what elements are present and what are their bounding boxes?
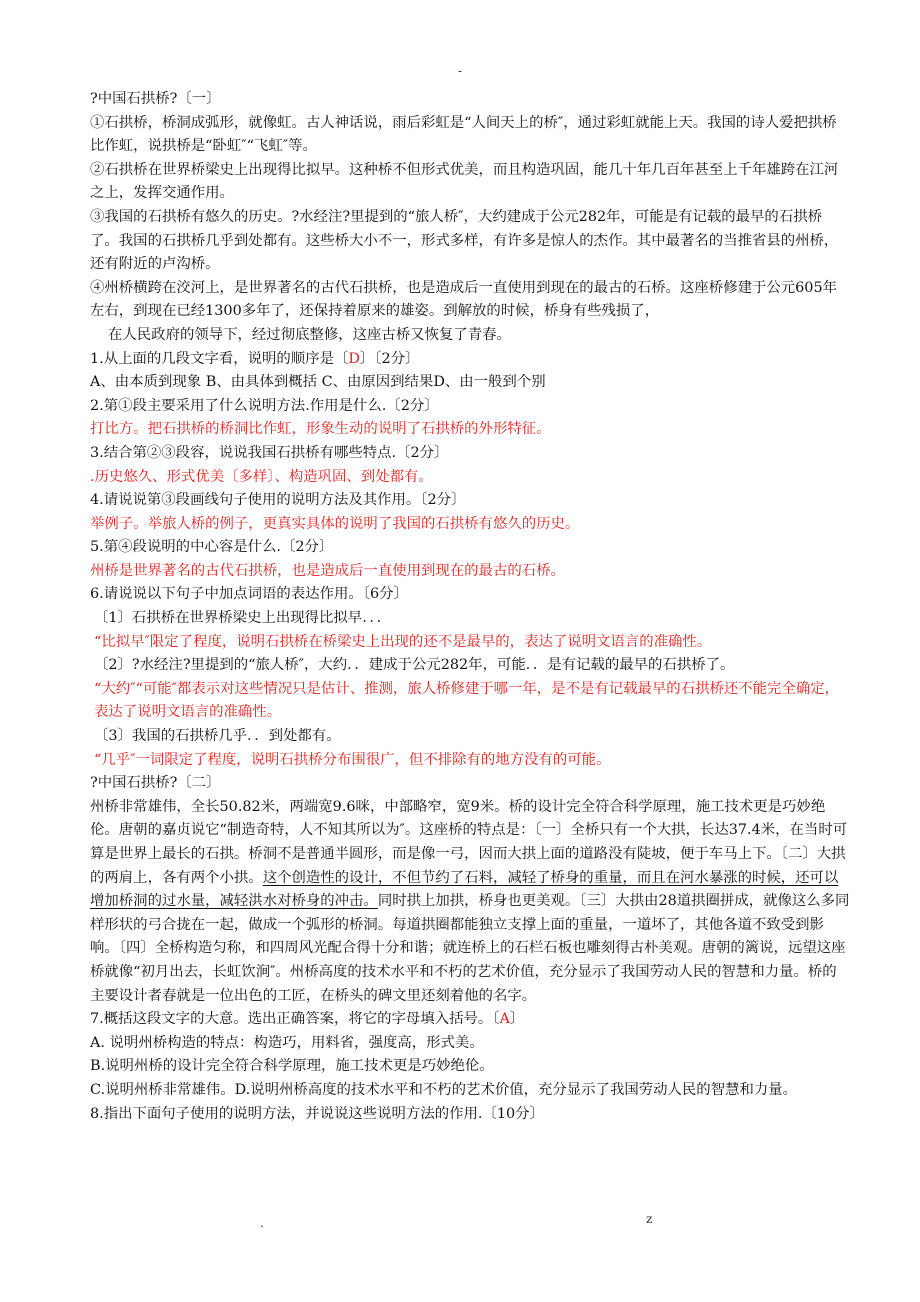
question-7-option-b: B.说明州桥的设计完全符合科学原理，施工技术更是巧妙绝伦。 xyxy=(90,1058,494,1075)
question-7-option-a: A. 说明州桥构造的特点：构造巧，用料省，强度高，形式美。 xyxy=(90,1034,484,1051)
underlined-sentence: 这个创造性的设计，不但节约了石料，减轻了桥身的重量，而且在河水暴涨的时候，还可以增加桥洞的过水量，减轻洪水对桥身的冲击。 xyxy=(90,869,839,910)
question-2: 2.第①段主要采用了什么说明方法.作用是什么.〔2分〕 xyxy=(90,397,439,414)
answer-5: 州桥是世界著名的古代石拱桥，也是造成后一直使用到现在的最古的石桥。 xyxy=(90,562,565,579)
question-1-options: A、由本质到现象 B、由具体到概括 C、由原因到结果D、由一般到个别 xyxy=(90,374,546,391)
answer-3: .历史悠久、形式优美〔多样〕、构造巩固、到处都有。 xyxy=(90,468,433,485)
answer-7: A xyxy=(499,1011,510,1028)
question-8: 8.指出下面句子使用的说明方法，并说说这些说明方法的作用.〔10分〕 xyxy=(90,1105,544,1122)
question-7: 7.概括这段文字的大意。选出正确答案，将它的字母填入括号。〔A〕 xyxy=(90,1011,525,1028)
question-6-2: 〔2〕?水经注?里提到的“旅人桥″，大约．．建成于公元282年，可能．．是有记载的最早的石拱桥了。 xyxy=(94,657,735,674)
document-body xyxy=(90,88,850,1126)
answer-4: 举例子。举旅人桥的例子，更真实具体的说明了我国的石拱桥有悠久的历史。 xyxy=(90,515,580,532)
part2-passage: 州桥非常雄伟，全长50.82米，两端宽9.6咪，中部略窄，宽9米。桥的设计完全符合科学原理，施工技术更是巧妙绝伦。唐朝的嘉贞说它“制造奇特，人不知其所以为″。这座桥的特点是：〔一〕全桥只有一个大拱，长达37.4米，在当时可算是世界上最长的石拱。桥洞不是普通半圆形，而是像一弓，因而大拱上面的道路没有陡坡，便于车马上下。〔二〕大拱的两肩上，各有两个小拱。这个创造性的设计，不但节约了石料，减轻了桥身的重量，而且在河水暴涨的时候，还可以增加桥洞的过水量，减轻洪水对桥身的冲击。同时拱上加拱，桥身也更美观。〔三〕大拱由28道拱圈拼成，就像这么多同样形状的弓合拢在一起，做成一个弧形的桥洞。每道拱圈都能独立支撑上面的重量，一道坏了，其他各道不致受到影响。〔四〕全桥构造匀称，和四周风光配合得十分和谐；就连桥上的石栏石板也雕刻得古朴美观。唐朝的篱说，远望这座桥就像“初月出去，长虹饮涧″。州桥高度的技术水平和不朽的艺术价值，充分显示了我国劳动人民的智慧和力量。桥的主要设计者春就是一位出色的工匠，在桥头的碑文里还刻着他的名字。 xyxy=(90,798,850,1004)
footer-left-mark: . xyxy=(260,1216,264,1230)
question-6-3: 〔3〕我国的石拱桥几乎．．到处都有。 xyxy=(94,728,341,745)
question-7-option-cd: C.说明州桥非常雄伟。D.说明州桥高度的技术水平和不朽的艺术价值，充分显示了我国劳动人民的智慧和力量。 xyxy=(90,1081,798,1098)
question-3: 3.结合第②③段容，说说我国石拱桥有哪些特点.〔2分〕 xyxy=(90,444,449,461)
answer-1: D xyxy=(348,350,360,367)
paragraph-1: ①石拱桥，桥洞成弧形，就像虹。古人神话说，雨后彩虹是“人间天上的桥″，通过彩虹就能上天。我国的诗人爱把拱桥比作虹，说拱桥是“卧虹″“飞虹″等。 xyxy=(90,114,837,155)
answer-6-3: “几乎″一词限定了程度，说明石拱桥分布围很广，但不排除有的地方没有的可能。 xyxy=(94,751,611,768)
footer-right-mark: z xyxy=(646,1212,653,1226)
part1-title: ?中国石拱桥?〔一〕 xyxy=(90,91,221,107)
paragraph-2: ②石拱桥在世界桥梁史上出现得比拟早。这种桥不但形式优美，而且构造巩固，能几十年几百年甚至上千年雄跨在江河之上，发挥交通作用。 xyxy=(90,161,839,202)
part2-title: ?中国石拱桥?〔二〕 xyxy=(90,775,221,792)
question-6-1: 〔1〕石拱桥在世界桥梁史上出现得比拟早．．． xyxy=(94,610,391,627)
paragraph-4a: ④州桥横跨在洨河上，是世界著名的古代石拱桥，也是造成后一直使用到现在的最古的石桥。这座桥修建于公元605年左右，到现在已经1300多年了，还保持着原来的雄姿。到解放的时候，桥身有些残损了， xyxy=(90,279,838,320)
paragraph-3: ③我国的石拱桥有悠久的历史。?水经注?里提到的“旅人桥″，大约建成于公元282年，可能是有记载的最早的石拱桥了。我国的石拱桥几乎到处都有。这些桥大小不一，形式多样，有许多是惊人的杰作。其中最著名的当推省县的州桥，还有附近的卢沟桥。 xyxy=(90,208,839,273)
question-5: 5.第④段说明的中心容是什么.〔2分〕 xyxy=(90,539,334,556)
answer-6-1: “比拟早″限定了程度，说明石拱桥在桥梁史上出现的还不是最早的，表达了说明文语言的准确性。 xyxy=(94,633,712,650)
question-1: 1.从上面的几段文字看，说明的顺序是〔D〕〔2分〕 xyxy=(90,350,420,367)
answer-2: 打比方。把石拱桥的桥洞比作虹，形象生动的说明了石拱桥的外形特征。 xyxy=(90,421,551,438)
paragraph-4b: 在人民政府的领导下，经过彻底整修，这座古桥又恢复了青春。 xyxy=(108,326,511,343)
page-header-mark: - xyxy=(457,64,463,78)
answer-6-2: “大约″“可能″都表示对这些情况只是估计、推测，旅人桥修建于哪一年，是不是有记载最早的石拱桥还不能完全确定，表达了说明文语言的准确性。 xyxy=(94,680,839,721)
question-6: 6.请说说以下句子中加点词语的表达作用。〔6分〕 xyxy=(90,586,408,603)
question-4: 4.请说说第③段画线句子使用的说明方法及其作用。〔2分〕 xyxy=(90,492,466,509)
